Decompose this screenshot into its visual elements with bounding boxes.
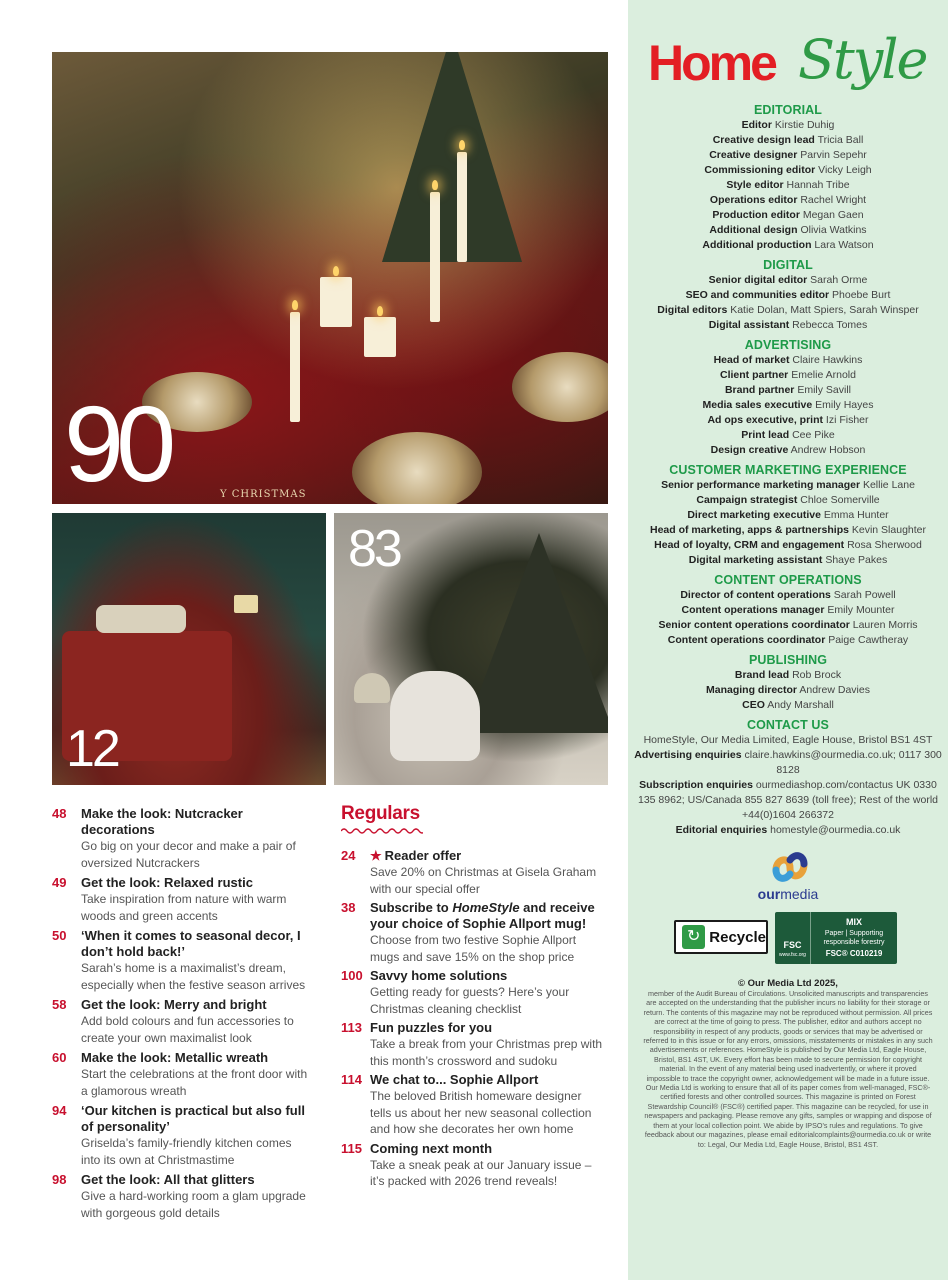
credit-name: Parvin Sepehr [800,149,867,161]
legal-text: member of the Audit Bureau of Circulations. Unsolicited manuscripts and transparencies are accepted on the understanding that the publisher incurs no liability for their storage or return. The contents of this magazine may not be reproduced without permission. All prices are correct at the time of going to press. The publisher, editor and authors accept no responsibility in respect of any products, goods or services that may be advertised or referred to in this issue or for any errors, omissions, misstatements or mistakes in any such advertisements or references. HomeStyle is published by Our Media Ltd, Eagle House, Bristol, BS1 4ST, UK. Every effort has been made to secure permission for copyright material. In the event of any material being used inadvertently, or where it proved impossible to trace the copyright owner, acknowledgement will be made in a future issue. Our Media Ltd is working to ensure that all of its paper comes from well-managed, FSC®-certified forests and other controlled sources. This magazine is printed on Forest Stewardship Council® (FSC®) certified paper. This magazine can be recycled, for use in newspapers and packaging. Please remove any gifts, samples or wrapping and dispose of them at your local collection point. We abide by IPSO's rules and regulations. To give feedback about our magazines, please email editorialcomplaints@ourmedia.co.uk or write to: Legal, Our Media Ltd, Eagle House, Bristol, BS1 4ST. [643,989,933,1149]
credit-name: Andrew Hobson [790,444,866,456]
ourmedia-logo [628,848,948,906]
credit-name: Phoebe Burt [832,289,891,301]
feature-page-number: 98 [52,1172,67,1187]
feature-body [81,875,314,924]
credit-role: Additional design [709,224,798,236]
fsc-site: www.fsc.org [779,952,806,958]
homestyle-logo [628,28,948,98]
credit-role: Direct marketing executive [687,509,821,521]
pillow [96,605,186,633]
ourmedia-bold: our [757,886,781,902]
credit-line [628,273,948,288]
credit-role: Ad ops executive, print [707,414,823,426]
credit-section [628,337,948,458]
feature-item [52,997,314,1046]
credit-name: Hannah Tribe [786,179,850,191]
fsc-code: FSC® C010219 [825,949,883,958]
credit-role: Creative design lead [712,134,815,146]
christmas-tree-shape [382,52,522,262]
regular-page-number: 113 [341,1020,362,1035]
regular-title-text: Coming next month [370,1140,493,1156]
feature-body [81,928,314,993]
credit-role: Campaign strategist [696,494,798,506]
credit-name: Shaye Pakes [825,554,888,566]
credit-name: Andrew Davies [799,684,870,696]
credit-line [628,368,948,383]
feature-item [52,1172,314,1221]
candle [430,192,440,322]
regular-item [341,900,605,965]
credit-line [628,413,948,428]
credit-role: Print lead [741,429,790,441]
subscription-label: Subscription enquiries [639,779,753,791]
credit-role: CEO [742,699,765,711]
candle-flame [432,180,438,190]
credit-name: Rob Brock [792,669,842,681]
feature-description: Sarah’s home is a maximalist’s dream, especially when the festive season arrives [81,961,306,992]
credit-name: Emelie Arnold [791,369,856,381]
ourmedia-mark-icon [770,848,810,886]
credit-role: Creative designer [709,149,798,161]
feature-body [81,997,314,1046]
copyright-line: © Our Media Ltd 2025, [738,978,838,989]
regular-page-number: 114 [341,1072,362,1087]
subscription-enquiries [628,778,948,823]
regular-title-text: Reader offer [384,848,462,863]
recycle-badge [674,920,768,954]
credit-role: Client partner [720,369,789,381]
credit-role: Senior performance marketing manager [661,479,861,491]
candle [320,277,352,327]
regular-title-post: and receive your choice of Sophie Allport mug! [370,900,595,931]
credit-line [628,288,948,303]
credit-name: Emma Hunter [823,509,889,521]
credit-role: Managing director [706,684,798,696]
feature-page-number: 58 [52,997,67,1012]
candle-flame [459,140,465,150]
regular-title [370,1020,605,1036]
credit-name: Katie Dolan, Matt Spiers, Sarah Winsper [730,304,919,316]
fsc-mix: MIX [845,917,862,927]
credit-line [628,353,948,368]
regular-body [370,900,605,965]
credit-name: Paige Cawtheray [828,634,909,646]
credit-role: Brand partner [724,384,795,396]
credit-name: Sarah Orme [810,274,868,286]
regulars-heading: Regulars [341,803,420,824]
page-number-12: 12 [66,720,118,778]
regular-item [341,1020,605,1069]
regulars-section [341,803,605,1193]
page-number-83: 83 [348,520,400,578]
credit-role: Digital marketing assistant [688,554,823,566]
dinner-plate [512,352,608,422]
feature-description: Take inspiration from nature with warm woods and green accents [81,892,287,923]
credit-name: Emily Hayes [815,399,874,411]
feature-description: Start the celebrations at the front door with a glamorous wreath [81,1067,308,1098]
credit-role: Senior digital editor [708,274,808,286]
page-number-90: 90 [64,383,169,504]
credit-line [628,398,948,413]
credit-role: Design creative [710,444,789,456]
armchair [390,671,480,761]
regular-title [370,900,605,932]
christmas-tree-shape [464,533,608,733]
credit-role: Head of market [713,354,790,366]
credit-name: Andy Marshall [767,699,834,711]
credit-role: Additional production [702,239,812,251]
feature-title: ‘When it comes to seasonal decor, I don’t hold back!’ [81,928,301,959]
feature-title: Get the look: Merry and bright [81,997,267,1012]
regular-title-text: Fun puzzles for you [370,1020,493,1035]
credit-name: Rebecca Tomes [792,319,868,331]
credit-line [628,553,948,568]
feature-page-number: 60 [52,1050,67,1065]
candle-flame [377,306,383,316]
regular-body [370,968,605,1017]
feature-title: Get the look: All that glitters [81,1172,255,1187]
regular-title-text: We chat to... Sophie Allport [370,1072,539,1087]
credit-name: Kellie Lane [862,479,915,491]
credit-line [628,668,948,683]
credit-line [628,193,948,208]
contact-address: HomeStyle, Our Media Limited, Eagle House, Bristol BS1 4ST [643,734,933,746]
credit-line [628,163,948,178]
regular-title [370,1072,605,1088]
feature-title: ‘Our kitchen is practical but also full of personality’ [81,1103,305,1134]
regular-page-number: 115 [341,1140,362,1156]
logo-home-text: Home [648,35,775,91]
regular-item [341,848,605,897]
contact-title: CONTACT US [746,718,829,732]
feature-title: Get the look: Relaxed rustic [81,875,253,890]
subscription-value: ourmediashop.com/contactus UK 0330 135 8962; US/Canada 855 827 8639 (toll free); Rest of the world +44(0)1604 266372 [637,779,939,821]
ourmedia-light: media [780,886,819,902]
credit-name: Sarah Powell [833,589,896,601]
credit-name: Lara Watson [814,239,874,251]
candle-flame [333,266,339,276]
section-title: CUSTOMER MARKETING EXPERIENCE [669,463,907,477]
regular-item [341,1072,605,1138]
credit-line [628,618,948,633]
feature-title: Make the look: Nutcracker decorations [81,806,243,837]
credit-line [628,633,948,648]
credits-panel [628,0,948,1280]
feature-description: Give a hard-working room a glam upgrade with gorgeous gold details [81,1189,306,1220]
regular-description: Save 20% on Christmas at Gisela Graham with our special offer [370,865,597,896]
dinner-plate [352,432,482,504]
regular-title [370,968,605,984]
section-title: PUBLISHING [748,653,828,667]
photo-living-room [334,513,608,785]
credit-line [628,428,948,443]
advertising-label: Advertising enquiries [634,749,742,761]
regular-title [370,1141,605,1157]
regulars-list [341,848,605,1190]
regular-page-number: 100 [341,968,363,983]
regular-body [370,848,605,897]
credit-role: Head of loyalty, CRM and engagement [654,539,845,551]
credit-role: Brand lead [734,669,790,681]
fsc-badge [775,912,897,964]
fsc-tree-icon [775,912,811,964]
contact-section [628,717,948,838]
credit-role: Editor [741,119,772,131]
feature-item [52,1050,314,1099]
editorial-label: Editorial enquiries [675,824,768,836]
credit-line [628,178,948,193]
credit-name: Rosa Sherwood [847,539,922,551]
feature-description: Go big on your decor and make a pair of oversized Nutcrackers [81,839,296,870]
credit-role: Style editor [726,179,784,191]
credit-line [628,538,948,553]
credit-name: Vicky Leigh [818,164,872,176]
credit-role: Digital editors [657,304,728,316]
star-icon: ★ [370,848,382,863]
credit-line [628,683,948,698]
feature-description: Griselda’s family-friendly kitchen comes into its own at Christmastime [81,1136,292,1167]
editorial-value: homestyle@ourmedia.co.uk [770,824,901,836]
regular-title-text: Savvy home solutions [370,968,508,983]
credit-role: Production editor [712,209,800,221]
credit-line [628,208,948,223]
credit-role: Director of content operations [680,589,831,601]
feature-item [52,928,314,993]
credit-name: Claire Hawkins [792,354,863,366]
regular-title [370,848,605,864]
advertising-value: claire.hawkins@ourmedia.co.uk; 0117 300 8128 [744,749,942,776]
certification-badges [628,910,948,966]
credit-line [628,318,948,333]
regular-item [341,1141,605,1190]
feature-body [81,1103,314,1168]
table-lamp [354,673,390,703]
credit-line [628,523,948,538]
credit-name: Emily Mounter [827,604,895,616]
credit-line [628,238,948,253]
regular-description: Choose from two festive Sophie Allport mugs and save 15% on the shop price [370,933,577,964]
credit-name: Rachel Wright [800,194,867,206]
credit-role: Head of marketing, apps & partnerships [649,524,849,536]
regular-body [370,1072,605,1138]
table-banner-text: Y CHRISTMAS [220,489,307,500]
credit-name: Emily Savill [797,384,852,396]
credit-name: Megan Gaen [802,209,864,221]
credit-name: Tricia Ball [817,134,864,146]
regular-title-pre: Subscribe to [370,900,453,915]
regular-title-em: HomeStyle [452,900,520,915]
credit-name: Kirstie Duhig [774,119,835,131]
feature-list [52,806,314,1225]
credit-line [628,118,948,133]
credit-line [628,303,948,318]
candle [290,312,300,422]
wavy-underline-icon [341,827,423,835]
credit-line [628,133,948,148]
regular-description: Take a sneak peak at our January issue – it’s packed with 2026 trend reveals! [370,1157,592,1188]
regular-body [370,1141,605,1190]
section-title: ADVERTISING [744,338,832,352]
regular-item [341,968,605,1017]
lamp-shade [234,595,258,613]
credit-role: Content operations manager [681,604,825,616]
credit-section [628,102,948,253]
credit-name: Lauren Morris [852,619,918,631]
regular-description: Take a break from your Christmas prep with this month’s crossword and sudoku [370,1037,603,1068]
photo-bedroom [52,513,326,785]
candle [364,317,396,357]
credit-role: Operations editor [709,194,798,206]
regular-description: The beloved British homeware designer tells us about her new seasonal collection and how she decorates her own home [370,1089,592,1136]
feature-item [52,875,314,924]
credit-role: Digital assistant [708,319,790,331]
section-title: CONTENT OPERATIONS [714,573,862,587]
candle-flame [292,300,298,310]
credit-name: Cee Pike [792,429,835,441]
feature-page-number: 48 [52,806,67,821]
credit-name: Chloe Somerville [800,494,880,506]
regular-body [370,1020,605,1069]
ourmedia-wordmark [628,886,948,902]
credit-role: Senior content operations coordinator [658,619,850,631]
recycle-icon: ↻ [682,925,705,949]
regular-page-number: 24 [341,848,356,863]
credit-line [628,443,948,458]
credit-line [628,493,948,508]
feature-page-number: 50 [52,928,67,943]
fsc-details [811,912,897,964]
fsc-paper: Paper | Supporting responsible forestry [823,930,885,946]
credit-section [628,652,948,713]
credit-section [628,572,948,648]
credit-line [628,223,948,238]
credit-name: Olivia Watkins [800,224,867,236]
credit-name: Kevin Slaughter [851,524,927,536]
advertising-enquiries [628,748,948,778]
credit-role: Content operations coordinator [667,634,826,646]
recycle-label: Recycle [709,928,766,946]
credit-name: Izi Fisher [825,414,869,426]
feature-description: Add bold colours and fun accessories to create your own maximalist look [81,1014,294,1045]
section-title: DIGITAL [763,258,813,272]
feature-body [81,806,314,871]
feature-page-number: 94 [52,1103,67,1118]
credit-section [628,462,948,568]
credit-line [628,383,948,398]
feature-body [81,1172,314,1221]
regular-description: Getting ready for guests? Here’s your Christmas cleaning checklist [370,985,570,1016]
candle [457,152,467,262]
credit-role: Media sales executive [702,399,813,411]
logo-style-text: Style [798,28,927,91]
feature-title: Make the look: Metallic wreath [81,1050,269,1065]
credit-role: Commissioning editor [704,164,816,176]
feature-page-number: 49 [52,875,67,890]
feature-body [81,1050,314,1099]
credit-role: SEO and communities editor [685,289,830,301]
credit-line [628,478,948,493]
feature-item [52,1103,314,1168]
credit-line [628,588,948,603]
credit-line [628,148,948,163]
credit-line [628,698,948,713]
section-title: EDITORIAL [753,103,823,117]
regular-page-number: 38 [341,900,356,915]
feature-item [52,806,314,871]
credit-sections [628,102,948,713]
photo-christmas-table [52,52,608,504]
credit-line [628,508,948,523]
credit-line [628,603,948,618]
credit-section [628,257,948,333]
fsc-label: FSC [783,940,802,950]
editorial-enquiries [628,823,948,838]
